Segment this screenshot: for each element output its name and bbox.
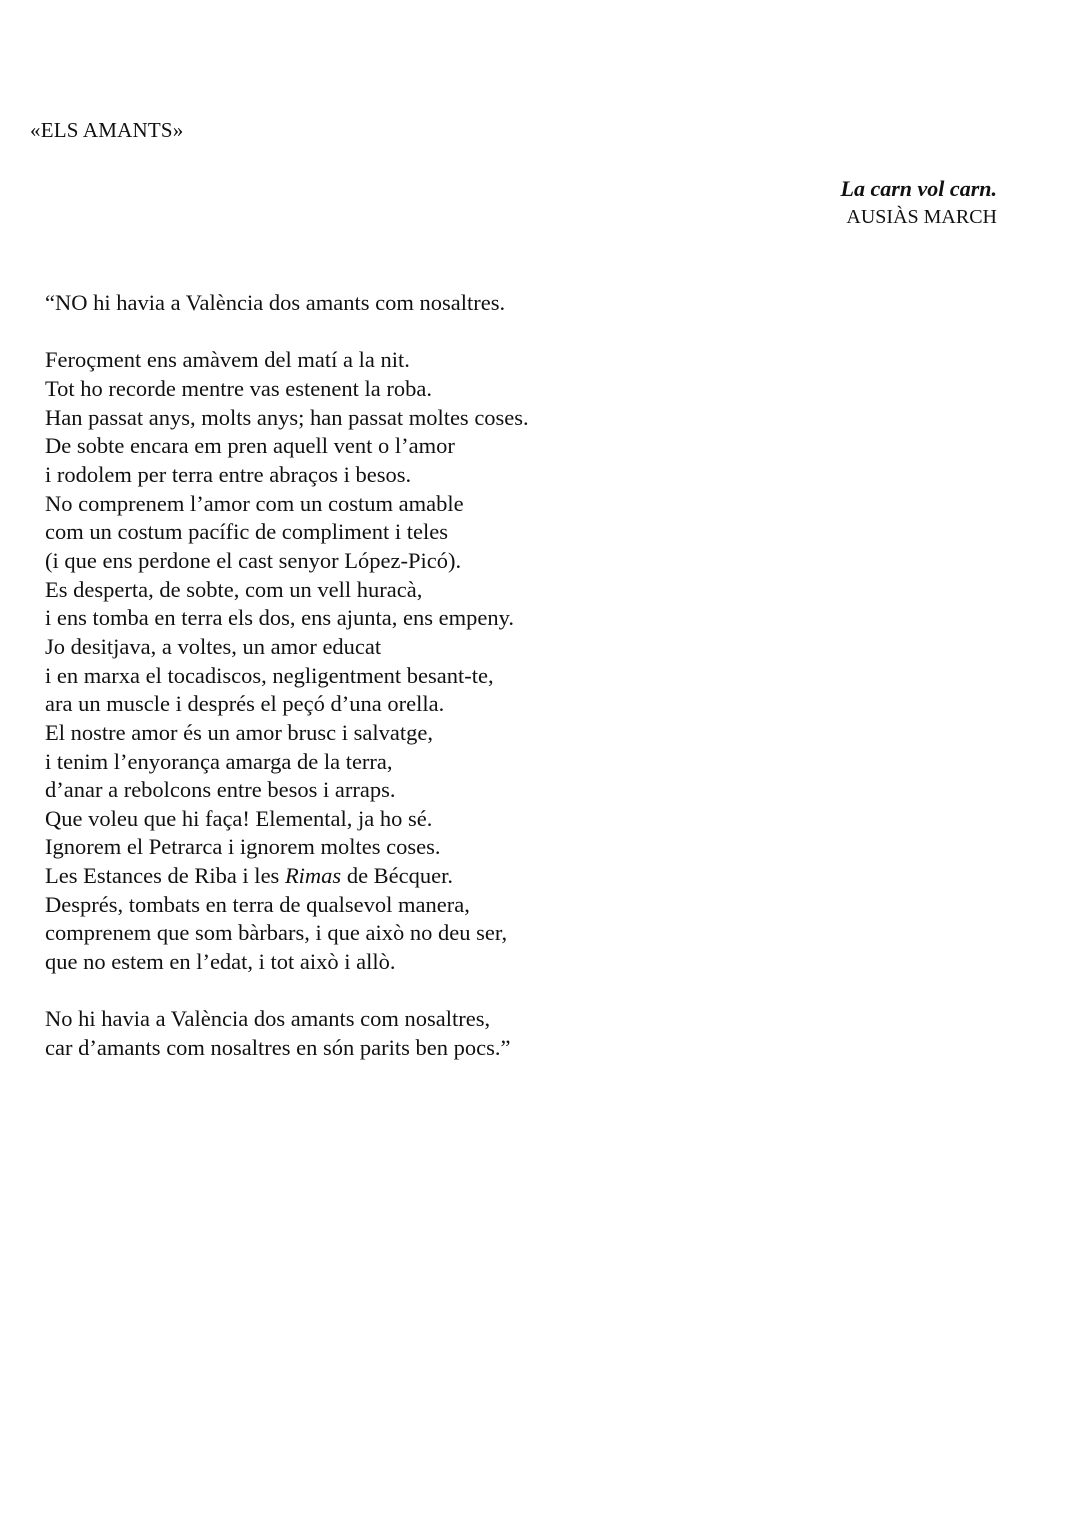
poem-line: (i que ens perdone el cast senyor López-Picó). [45, 547, 462, 573]
poem-title: «ELS AMANTS» [30, 118, 184, 142]
poem-line: Jo desitjava, a voltes, un amor educat [45, 633, 382, 659]
poem-line: No comprenem l’amor com un costum amable [45, 490, 464, 516]
epigraph-quote: La carn vol carn. [840, 176, 997, 201]
text: Les Estances de Riba i les [45, 863, 285, 889]
poem-line: Feroçment ens amàvem del matí a la nit. [45, 347, 410, 373]
poem-line: “NO hi havia a València dos amants com nosaltres. [45, 290, 506, 315]
poem-line: comprenem que som bàrbars, i que això no deu ser, [45, 920, 508, 946]
poem-line: com un costum pacífic de compliment i teles [45, 519, 449, 545]
poem-line: Han passat anys, molts anys; han passat moltes coses. [45, 404, 529, 430]
poem-line: que no estem en l’edat, i tot això i allò. [45, 949, 396, 975]
poem-line: Que voleu que hi faça! Elemental, ja ho sé. [45, 805, 433, 831]
poem-line: d’anar a rebolcons entre besos i arraps. [45, 777, 396, 803]
poem-line: i ens tomba en terra els dos, ens ajunta, ens empeny. [45, 605, 515, 631]
poem-line: i tenim l’enyorança amarga de la terra, [45, 748, 393, 774]
poem-line: Es desperta, de sobte, com un vell huracà, [45, 576, 423, 602]
poem-line-rimas [45, 862, 529, 891]
poem-line: No hi havia a València dos amants com nosaltres, [45, 1006, 491, 1032]
poem-line: Ignorem el Petrarca i ignorem moltes coses. [45, 834, 441, 860]
epigraph [841, 174, 997, 232]
poem-line: i rodolem per terra entre abraços i besos. [45, 461, 412, 487]
poem-line: ara un muscle i després el peçó d’una orella. [45, 691, 445, 717]
poem-line: car d’amants com nosaltres en són parits ben pocs.” [45, 1035, 511, 1061]
poem-line: Després, tombats en terra de qualsevol manera, [45, 891, 470, 917]
text: de Bécquer. [341, 863, 454, 889]
poem-line: De sobte encara em pren aquell vent o l’amor [45, 433, 455, 459]
poem-line: i en marxa el tocadiscos, negligentment besant-te, [45, 662, 494, 688]
poem-line: Tot ho recorde mentre vas estenent la roba. [45, 375, 433, 401]
poem-line: El nostre amor és un amor brusc i salvatge, [45, 719, 434, 745]
poem-body [45, 289, 529, 1063]
italic-title: Rimas [284, 863, 342, 889]
epigraph-author: AUSIÀS MARCH [846, 206, 997, 228]
